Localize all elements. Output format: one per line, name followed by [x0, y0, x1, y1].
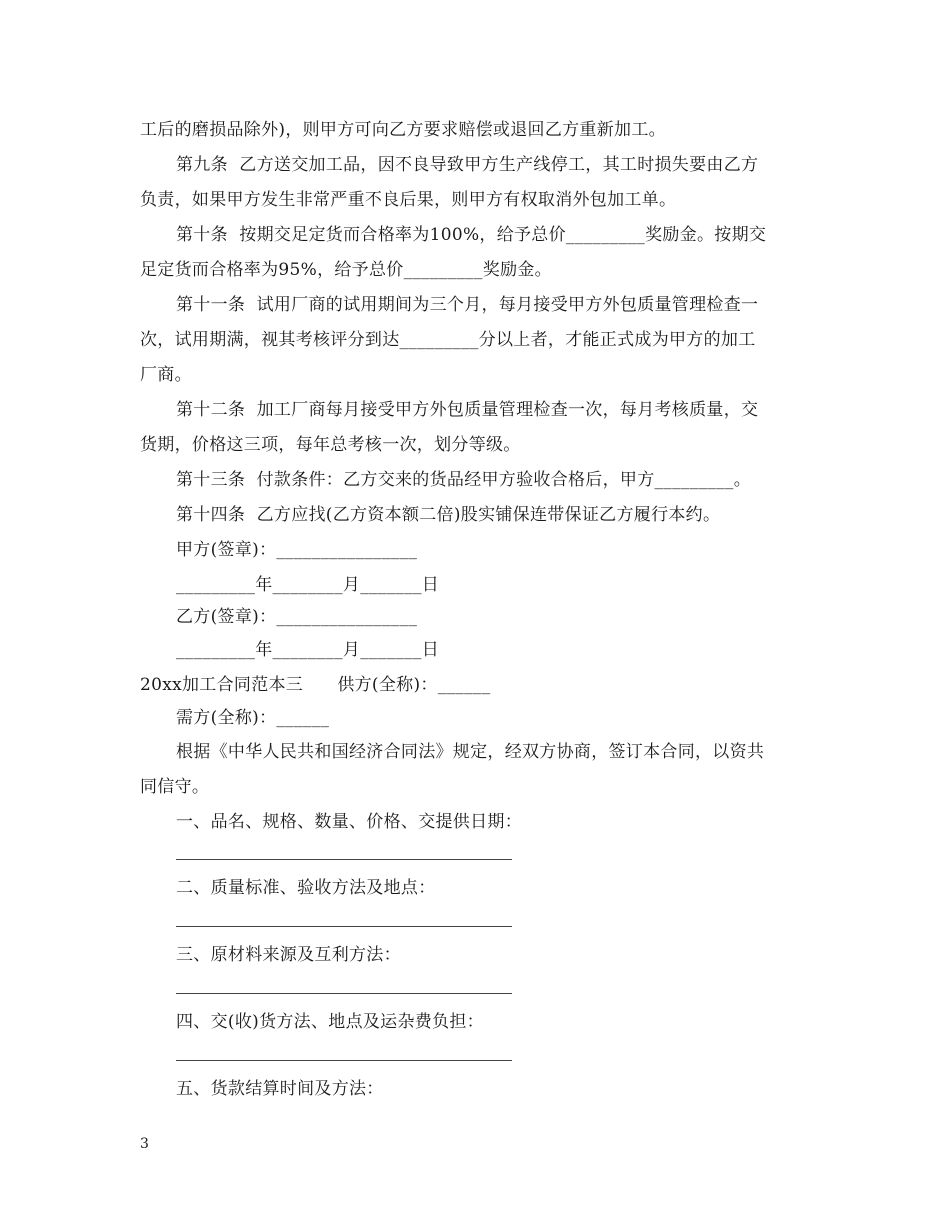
article-14: 第十四条 乙方应找(乙方资本额二倍)股实铺保连带保证乙方履行本约。	[176, 505, 721, 525]
party-a-signature: 甲方(签章)：________________	[176, 540, 418, 560]
section-5-heading: 五、货款结算时间及方法：	[176, 1079, 384, 1099]
text-line: 足定货而合格率为95%，给予总价_________奖励金。	[140, 260, 552, 280]
text-line: 次，试用期满，视其考核评分到达_________分以上者，才能正式成为甲方的加工	[140, 330, 756, 350]
section-2-heading: 二、质量标准、验收方法及地点：	[176, 878, 436, 898]
blank-line	[176, 1060, 512, 1061]
party-b-signature: 乙方(签章)：________________	[176, 607, 418, 627]
buyer-line: 需方(全称)：______	[176, 708, 330, 728]
blank-line	[176, 993, 512, 994]
section-1-heading: 一、品名、规格、数量、价格、交提供日期：	[176, 812, 522, 832]
blank-line	[176, 859, 512, 860]
article-13: 第十三条 付款条件：乙方交来的货品经甲方验收合格后，甲方_________。	[176, 470, 752, 490]
article-9: 第九条 乙方送交加工品，因不良导致甲方生产线停工，其工时损失要由乙方	[176, 155, 759, 175]
article-10: 第十条 按期交足定货而合格率为100%，给予总价_________奖励金。按期交	[176, 225, 767, 245]
page-number: 3	[140, 1136, 149, 1152]
party-a-date: _________年________月_______日	[176, 575, 440, 595]
article-12: 第十二条 加工厂商每月接受甲方外包质量管理检查一次，每月考核质量，交	[176, 400, 759, 420]
contract-title-supplier: 20xx加工合同范本三 供方(全称)：______	[140, 675, 491, 695]
preamble: 根据《中华人民共和国经济合同法》规定，经双方协商，签订本合同，以资共	[176, 742, 765, 762]
text-line: 厂商。	[140, 365, 192, 385]
section-4-heading: 四、交(收)货方法、地点及运杂费负担：	[176, 1012, 484, 1032]
section-3-heading: 三、原材料来源及互利方法：	[176, 945, 401, 965]
article-11: 第十一条 试用厂商的试用期间为三个月，每月接受甲方外包质量管理检查一	[176, 295, 759, 315]
text-line: 货期，价格这三项，每年总考核一次，划分等级。	[140, 435, 521, 455]
text-line: 同信守。	[140, 777, 210, 797]
blank-line	[176, 926, 512, 927]
party-b-date: _________年________月_______日	[176, 640, 440, 660]
text-line: 工后的磨损品除外)，则甲方可向乙方要求赔偿或退回乙方重新加工。	[140, 120, 666, 140]
text-line: 负责，如果甲方发生非常严重不良后果，则甲方有权取消外包加工单。	[140, 190, 677, 210]
